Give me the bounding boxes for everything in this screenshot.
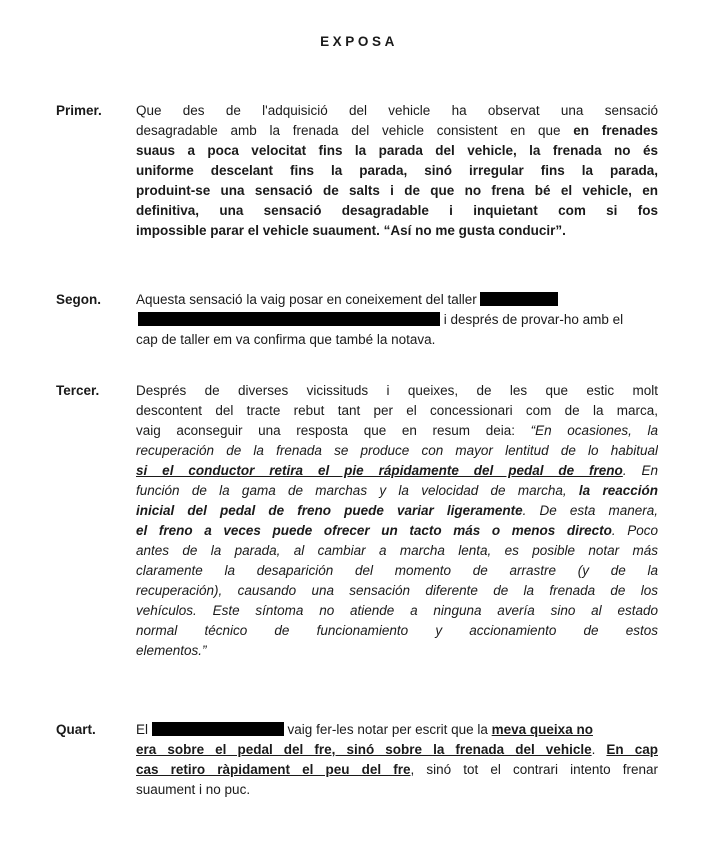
italic-text-run: recuperación de la frenada se produce con mayor lentitud de lo habitual (136, 443, 658, 458)
redaction-bar (138, 312, 440, 326)
text-line (136, 181, 658, 201)
section-body (136, 101, 658, 241)
text-line (136, 141, 658, 161)
bold-underlined-text-run: era sobre el pedal del fre, sinó sobre la frenada del vehicle (136, 742, 592, 757)
bold-text-run: produint-se una sensació de salts i de que no frena bé el vehicle, en (136, 183, 658, 198)
bold-underlined-text-run: si el conductor retira el pie rápidamente del pedal de freno (136, 463, 623, 478)
text-line (136, 441, 658, 461)
text-line (136, 201, 658, 221)
text-line (136, 541, 658, 561)
document-title: EXPOSA (320, 34, 398, 49)
text-run: i després de provar-ho amb el (443, 312, 624, 327)
text-line (136, 760, 658, 780)
text-run: desagradable amb la frenada del vehicle consistent en que (136, 123, 574, 138)
text-run: , sinó tot el contrari intento frenar (410, 762, 658, 777)
section-label: Quart. (56, 722, 96, 737)
text-line (136, 290, 658, 310)
text-run: . (591, 742, 607, 757)
text-run: vaig fer-les notar per escrit que la (287, 722, 492, 737)
italic-text-run: . De esta manera, (522, 503, 658, 518)
bold-italic-text-run: la reacción (578, 483, 658, 498)
text-line (136, 481, 658, 501)
text-line (136, 461, 658, 481)
section-body (136, 290, 658, 350)
text-line (136, 521, 658, 541)
text-line (136, 641, 658, 661)
bold-italic-text-run: inicial del pedal de freno puede variar ligeramente (136, 503, 523, 518)
section-body (136, 381, 658, 661)
bold-text-run: impossible parar el vehicle suaument. “Así no me gusta conducir”. (136, 223, 566, 238)
italic-text-run: “En ocasiones, la (530, 423, 658, 438)
bold-underlined-text-run: meva queixa no (491, 722, 593, 737)
section-label: Primer. (56, 103, 102, 118)
text-line (136, 221, 658, 241)
italic-text-run: antes de la parada, al cambiar a marcha lenta, es posible notar más (136, 543, 658, 558)
text-line: suaument i no puc. (136, 782, 251, 797)
italic-text-run: . Poco (611, 523, 658, 538)
bold-text-run: uniforme descelant fins la parada, sinó irregular fins la parada, (136, 163, 658, 178)
text-run: Aquesta sensació la vaig posar en coneixement del taller (136, 292, 477, 307)
text-line: Que des de l'adquisició del vehicle ha observat una sensació (136, 103, 658, 118)
redaction-bar (152, 722, 284, 736)
bold-underlined-text-run: cas retiro ràpidament el peu del fre (136, 762, 411, 777)
section-label: Tercer. (56, 383, 100, 398)
text-line (136, 161, 658, 181)
bold-underlined-text-run: En cap (606, 742, 658, 757)
italic-text-run: función de la gama de marchas y la velocidad de marcha, (136, 483, 579, 498)
italic-text-run: claramente la desaparición del momento de arrastre (y de la (136, 563, 658, 578)
text-line (136, 720, 658, 740)
italic-text-run: elementos.” (136, 643, 207, 658)
italic-text-run: . En (622, 463, 658, 478)
text-line (136, 501, 658, 521)
text-line: cap de taller em va confirma que també la notava. (136, 332, 436, 347)
text-line (136, 621, 658, 641)
bold-text-run: en frenades (573, 123, 658, 138)
text-line: Després de diverses vicissituds i queixes, de les que estic molt (136, 383, 658, 398)
text-line (136, 581, 658, 601)
text-line (136, 121, 658, 141)
section-body (136, 720, 658, 800)
text-line (136, 601, 658, 621)
text-run: vaig aconseguir una resposta que en resum deia: (136, 423, 531, 438)
text-line (136, 421, 658, 441)
bold-text-run: suaus a poca velocitat fins la parada del vehicle, la frenada no és (136, 143, 658, 158)
italic-text-run: normal técnico de funcionamiento y accionamiento de estos (136, 623, 658, 638)
section-label: Segon. (56, 292, 102, 307)
text-line (136, 561, 658, 581)
italic-text-run: recuperación), causando una sensación diferente de la frenada de los (136, 583, 658, 598)
text-line (136, 740, 658, 760)
text-line: descontent del tracte rebut tant per el concessionari com de la marca, (136, 403, 658, 418)
italic-text-run: vehículos. Este síntoma no atiende a ninguna avería sino al estado (136, 603, 658, 618)
text-run: El (136, 722, 149, 737)
text-line (136, 310, 658, 330)
bold-text-run: definitiva, una sensació desagradable i inquietant com si fos (136, 203, 658, 218)
redaction-bar (480, 292, 558, 306)
bold-italic-text-run: el freno a veces puede ofrecer un tacto más o menos directo (136, 523, 612, 538)
